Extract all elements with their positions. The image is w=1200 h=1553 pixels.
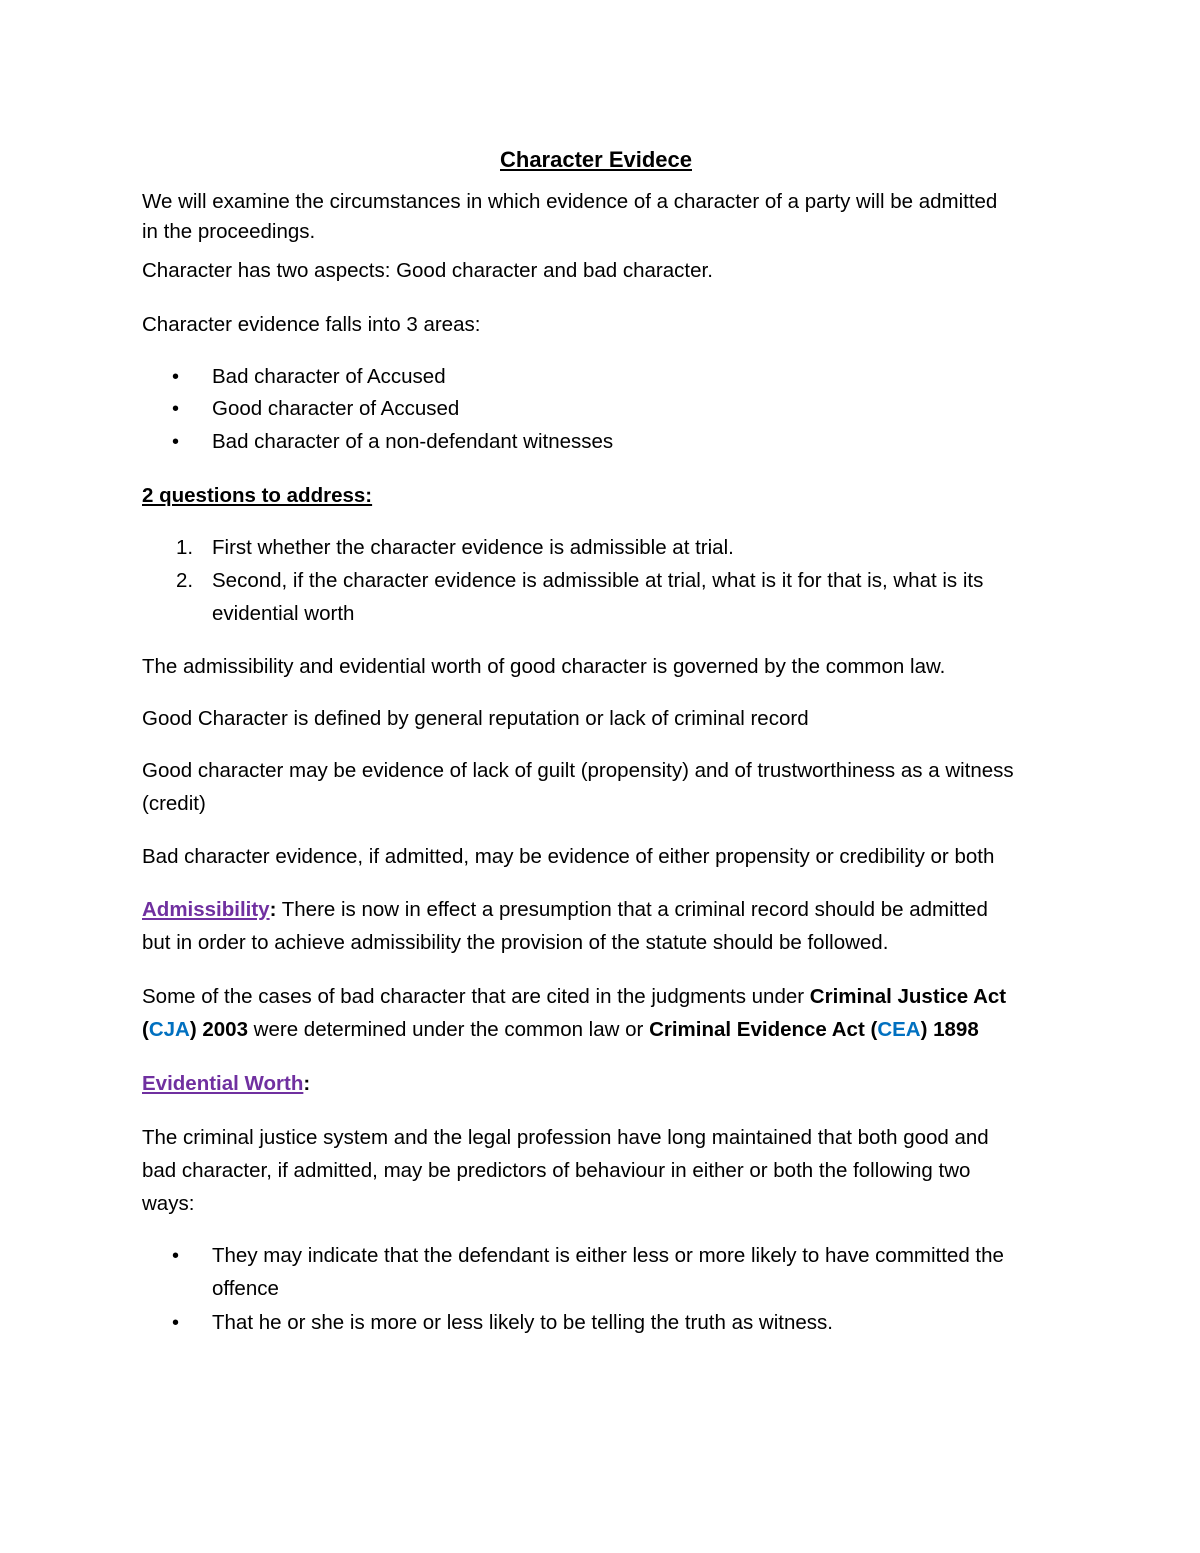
aspects-paragraph: Character has two aspects: Good character and bad character. bbox=[142, 259, 713, 282]
list-item: They may indicate that the defendant is either less or more likely to have committed the bbox=[212, 1244, 1004, 1267]
list-item: First whether the character evidence is admissible at trial. bbox=[212, 536, 734, 559]
admissibility-paragraph-line-1 bbox=[142, 896, 988, 924]
good-character-definition: Good Character is defined by general reputation or lack of criminal record bbox=[142, 707, 809, 730]
worth-paragraph-line-3: ways: bbox=[142, 1192, 195, 1215]
evidential-worth-heading bbox=[142, 1070, 310, 1098]
list-number: 2. bbox=[176, 569, 194, 592]
cja-name: Criminal Justice Act bbox=[809, 985, 1007, 1008]
common-law-paragraph: The admissibility and evidential worth of good character is governed by the common law. bbox=[142, 655, 946, 678]
cases-paragraph-line-1 bbox=[142, 983, 1006, 1011]
admissibility-text: There is now in effect a presumption that a criminal record should be admitted bbox=[276, 898, 988, 921]
bad-character-evidence-paragraph: Bad character evidence, if admitted, may be evidence of either propensity or credibility or both bbox=[142, 845, 995, 868]
intro-paragraph-line-2: in the proceedings. bbox=[142, 220, 316, 243]
cja-open-paren: ( bbox=[142, 1018, 149, 1041]
admissibility-colon: : bbox=[269, 898, 277, 921]
cea-abbreviation: CEA bbox=[877, 1018, 921, 1041]
list-item-continuation: offence bbox=[212, 1277, 279, 1300]
list-item: Good character of Accused bbox=[212, 397, 460, 420]
list-item: Bad character of a non-defendant witnesses bbox=[212, 430, 614, 453]
bullet-icon: • bbox=[172, 1312, 180, 1334]
list-item: Bad character of Accused bbox=[212, 365, 446, 388]
cea-name: Criminal Evidence Act ( bbox=[649, 1018, 878, 1041]
admissibility-label: Admissibility bbox=[142, 898, 270, 921]
evidential-worth-label: Evidential Worth bbox=[142, 1072, 304, 1095]
list-item-continuation: evidential worth bbox=[212, 602, 355, 625]
admissibility-paragraph-line-2: but in order to achieve admissibility the provision of the statute should be followed. bbox=[142, 931, 889, 954]
bullet-icon: • bbox=[172, 1245, 180, 1267]
cja-abbreviation: CJA bbox=[148, 1018, 190, 1041]
good-character-evidence-line-2: (credit) bbox=[142, 792, 206, 815]
evidential-worth-colon: : bbox=[303, 1072, 311, 1095]
cja-year: ) 2003 bbox=[189, 1018, 248, 1041]
list-item: That he or she is more or less likely to be telling the truth as witness. bbox=[212, 1311, 833, 1334]
cea-year: ) 1898 bbox=[920, 1018, 979, 1041]
list-number: 1. bbox=[176, 536, 194, 559]
document-title: Character Evidece bbox=[500, 147, 692, 172]
worth-paragraph-line-2: bad character, if admitted, may be predictors of behaviour in either or both the following two bbox=[142, 1159, 971, 1182]
cases-text: Some of the cases of bad character that are cited in the judgments under bbox=[142, 985, 810, 1008]
good-character-evidence-line-1: Good character may be evidence of lack of guilt (propensity) and of trustworthiness as a witness bbox=[142, 759, 1014, 782]
list-item: Second, if the character evidence is admissible at trial, what is it for that is, what is its bbox=[212, 569, 984, 592]
intro-paragraph-line-1: We will examine the circumstances in which evidence of a character of a party will be admitted bbox=[142, 190, 998, 213]
bullet-icon: • bbox=[172, 398, 180, 420]
questions-heading: 2 questions to address: bbox=[142, 484, 373, 507]
worth-paragraph-line-1: The criminal justice system and the legal profession have long maintained that both good and bbox=[142, 1126, 989, 1149]
cases-middle-text: were determined under the common law or bbox=[247, 1018, 650, 1041]
cases-paragraph-line-2 bbox=[142, 1016, 979, 1044]
bullet-icon: • bbox=[172, 431, 180, 453]
bullet-icon: • bbox=[172, 366, 180, 388]
areas-intro: Character evidence falls into 3 areas: bbox=[142, 313, 481, 336]
